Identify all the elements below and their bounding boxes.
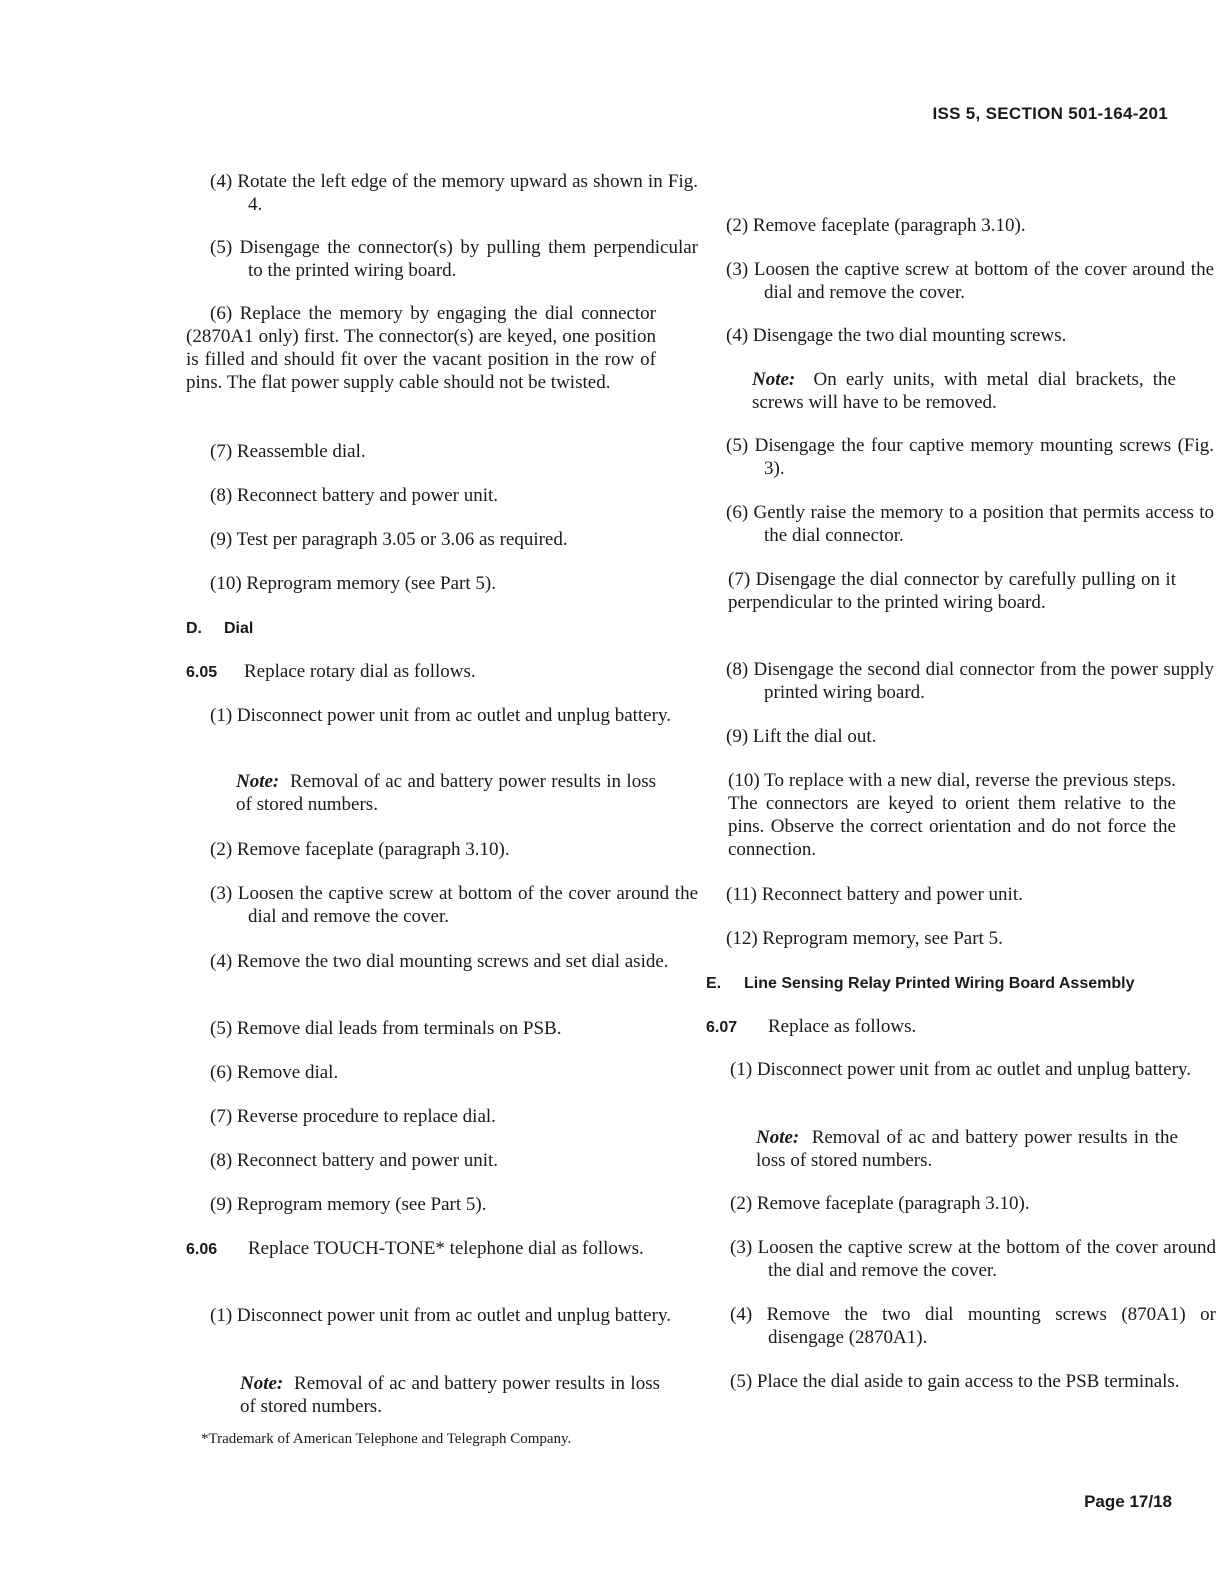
- touchtone-note-label: Note:: [240, 1373, 284, 1394]
- heading-d-letter: D.: [186, 620, 202, 637]
- para-6-07: [706, 1015, 1176, 1039]
- touchtone-step-2: (2) Remove faceplate (paragraph 3.10).: [726, 215, 1026, 236]
- para-6-06-number: 6.06: [186, 1241, 218, 1258]
- rotary-note: [236, 770, 656, 816]
- touchtone-step-6: (6) Gently raise the memory to a position that permits access to the dial connector.: [726, 502, 1214, 546]
- footnote: *Trademark of American Telephone and Telegraph Company.: [201, 1431, 572, 1447]
- heading-d-title: Dial: [224, 620, 254, 637]
- touchtone-step-10: (10) To replace with a new dial, reverse the previous steps. The connectors are keyed to orient them relative to the pins. Observe the correct orientation and do not force the connection.: [728, 770, 1176, 860]
- step-left-7: (7) Reassemble dial.: [210, 441, 366, 462]
- touchtone-note: [240, 1372, 660, 1418]
- step-left-10: (10) Reprogram memory (see Part 5).: [210, 573, 496, 594]
- touchtone-step-7: [728, 568, 1176, 614]
- relay-step-4: (4) Remove the two dial mounting screws (870A1) or disengage (2870A1).: [730, 1304, 1216, 1348]
- step-left-8: (8) Reconnect battery and power unit.: [210, 485, 499, 506]
- relay-step-5: (5) Place the dial aside to gain access to the PSB terminals.: [730, 1371, 1180, 1392]
- touchtone-step-12: (12) Reprogram memory, see Part 5.: [726, 928, 1003, 949]
- touchtone-step-3: (3) Loosen the captive screw at bottom of the cover around the dial and remove the cover.: [726, 259, 1214, 303]
- step-left-9: (9) Test per paragraph 3.05 or 3.06 as required.: [210, 529, 568, 550]
- section-header: ISS 5, SECTION 501-164-201: [932, 104, 1168, 123]
- touchtone-step-9: (9) Lift the dial out.: [726, 726, 877, 747]
- para-6-07-number: 6.07: [706, 1019, 738, 1036]
- relay-note: [756, 1126, 1178, 1172]
- heading-d: [186, 617, 253, 640]
- heading-e: [706, 972, 1178, 995]
- relay-step-3: (3) Loosen the captive screw at the bottom of the cover around the dial and remove the cover.: [730, 1237, 1216, 1281]
- rotary-step-7: (7) Reverse procedure to replace dial.: [210, 1106, 496, 1127]
- para-6-07-text: Replace as follows.: [768, 1016, 917, 1037]
- touchtone-step-5: (5) Disengage the four captive memory mounting screws (Fig. 3).: [726, 435, 1214, 479]
- para-6-05: [186, 660, 656, 684]
- rotary-step-9: (9) Reprogram memory (see Part 5).: [210, 1194, 487, 1215]
- page-number: Page 17/18: [1084, 1492, 1172, 1511]
- rotary-step-8: (8) Reconnect battery and power unit.: [210, 1150, 499, 1171]
- para-6-05-number: 6.05: [186, 664, 218, 681]
- touchtone-step-4: (4) Disengage the two dial mounting screws.: [726, 325, 1067, 346]
- touchtone-step-11: (11) Reconnect battery and power unit.: [726, 884, 1023, 905]
- relay-step-2: (2) Remove faceplate (paragraph 3.10).: [730, 1193, 1030, 1214]
- rotary-step-3: (3) Loosen the captive screw at bottom of the cover around the dial and remove the cover.: [210, 883, 698, 927]
- relay-note-label: Note:: [756, 1127, 800, 1148]
- relay-note-text: Removal of ac and battery power results in the loss of stored numbers.: [756, 1127, 1178, 1171]
- para-6-06: [186, 1237, 722, 1261]
- rotary-step-5: (5) Remove dial leads from terminals on PSB.: [210, 1018, 562, 1039]
- rotary-step-1: (1) Disconnect power unit from ac outlet and unplug battery.: [210, 705, 671, 726]
- step-left-6: (6) Replace the memory by engaging the dial connector (2870A1 only) first. The connector(s) are keyed, one position is filled and should fit over the vacant position in the row of pins. The flat power supply cable should not be twisted.: [186, 303, 656, 393]
- step-left-5: (5) Disengage the connector(s) by pulling them perpendicular to the printed wiring board.: [210, 237, 698, 281]
- touchtone-note-2-label: Note:: [752, 369, 796, 390]
- rotary-note-label: Note:: [236, 771, 280, 792]
- step-left-4: (4) Rotate the left edge of the memory upward as shown in Fig. 4.: [210, 171, 698, 215]
- rotary-step-2: (2) Remove faceplate (paragraph 3.10).: [210, 839, 510, 860]
- heading-e-title: Line Sensing Relay Printed Wiring Board Assembly: [744, 975, 1135, 992]
- para-6-06-text: Replace TOUCH-TONE* telephone dial as follows.: [248, 1238, 644, 1259]
- touchtone-note-2: [752, 368, 1176, 414]
- touchtone-note-2-text: On early units, with metal dial brackets, the screws will have to be removed.: [752, 369, 1176, 413]
- rotary-step-4: (4) Remove the two dial mounting screws and set dial aside.: [210, 951, 669, 972]
- relay-step-1: (1) Disconnect power unit from ac outlet and unplug battery.: [730, 1059, 1191, 1080]
- touchtone-step-8: (8) Disengage the second dial connector from the power supply printed wiring board.: [726, 659, 1214, 703]
- rotary-note-text: Removal of ac and battery power results in loss of stored numbers.: [236, 771, 656, 815]
- para-6-05-text: Replace rotary dial as follows.: [244, 661, 476, 682]
- heading-e-letter: E.: [706, 975, 722, 992]
- touchtone-step-7-text: (7) Disengage the dial connector by carefully pulling on it perpendicular to the printed wiring board.: [728, 569, 1176, 613]
- touchtone-note-text: Removal of ac and battery power results in loss of stored numbers.: [240, 1373, 660, 1417]
- touchtone-step-1: (1) Disconnect power unit from ac outlet and unplug battery.: [210, 1305, 671, 1326]
- rotary-step-6: (6) Remove dial.: [210, 1062, 339, 1083]
